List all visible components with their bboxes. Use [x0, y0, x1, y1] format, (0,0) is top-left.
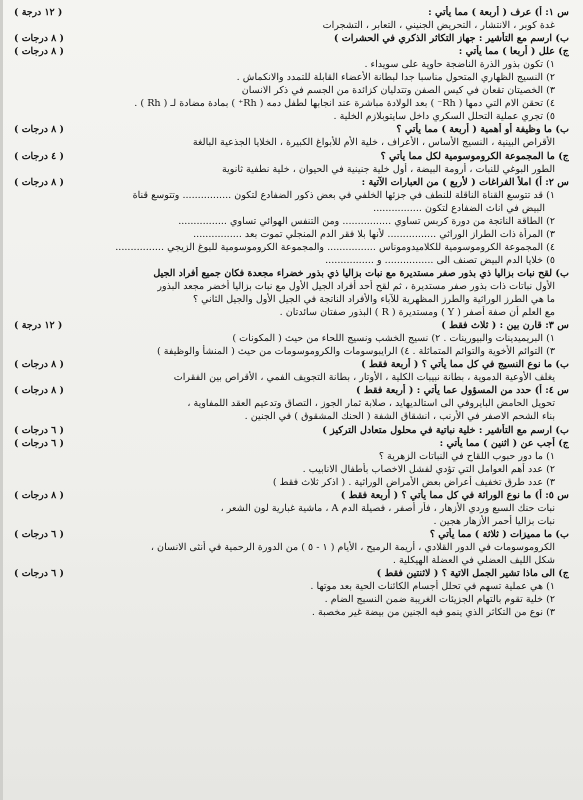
- line-text: ٢) الطاقة الناتجة من دورة كربس تساوي ................ ومن التنفس الهوائي تساوي ................: [178, 215, 555, 227]
- line-text: ٥) خلايا الدم البيض تصنف الى ................ و ................: [325, 254, 555, 266]
- text-line: [14, 332, 569, 345]
- line-text: نبات حنك السبع وردي الأزهار ، فأر أصفر ، فصيلة الدم A ، ماشية غبارية لون الشعر ،: [220, 502, 555, 514]
- text-line: [14, 502, 569, 515]
- text-line: [14, 554, 569, 567]
- line-text: س ٤: أ) حدد من المسؤول عما يأتي : ( أربعة فقط ): [356, 385, 569, 397]
- line-text: ١) قد تتوسع القناة الناقلة للنطف في جزئها الخلفي في بعض ذكور الضفادع لتكون ................ وتتوسع قناة: [132, 189, 555, 201]
- text-line: [14, 606, 569, 619]
- text-line: [14, 463, 569, 476]
- line-text: ١) هي عملية تسهم في تحلل أجسام الكائنات الحية بعد موتها .: [310, 581, 555, 593]
- line-text: شكل الليف العضلي في العضلة الهيكلية .: [392, 554, 555, 566]
- question-line: [14, 6, 569, 19]
- marks-label: ( ٦ درجات ): [14, 437, 64, 449]
- line-text: الأول نباتات ذات بذور صفر مستديرة ، ثم لقح أحد أفراد الجيل الأول مع نبات بزاليا أخضر مجعد البذور: [157, 280, 555, 292]
- line-text: ما هي الطرز الوراثية والطرز المظهرية للآباء والأفراد الناتجة في الجيل الأول والجيل الثاني ؟: [192, 294, 555, 306]
- line-text: ٥) تجري عملية التحلل السكري داخل سايتوبلازم الخلية .: [333, 111, 555, 123]
- marks-label: ( ٨ درجات ): [14, 124, 64, 136]
- line-text: ٣) التوائم الأخوية والتوائم المتماثلة . ٤) الرايبوسومات والكروموسومات من حيث ( المنشأ والوظيفة ): [156, 346, 555, 358]
- line-text: ج) ما المجموعة الكروموسومية لكل مما يأتي ؟: [380, 150, 569, 162]
- line-text: ب) لقح نبات بزاليا ذي بذور صفر مستديرة مع نبات بزاليا ذي بذور خضراء مجعدة فكان جميع أفراد الجيل: [153, 267, 569, 279]
- line-text: مع العلم أن صفة أصفر ( Y ) ومستديرة ( R ) البذور صفتان سائدتان .: [279, 307, 555, 319]
- marks-label: ( ٨ درجات ): [14, 359, 64, 371]
- line-text: ١) ما دور حبوب اللقاح في النباتات الزهرية ؟: [378, 450, 555, 462]
- line-text: ١) تكون بذور الذرة الناضجة حاوية على سويداء .: [364, 59, 555, 71]
- text-line: [14, 541, 569, 554]
- line-text: ب) ما نوع النسيج في كل مما يأتي ؟ ( أربعة فقط ): [361, 359, 569, 371]
- line-text: البيض في اناث الضفادع لتكون ................: [373, 202, 545, 214]
- line-text: الأقراص البينية ، النسيج الأساس ، الأعراف ، خلية الأم للأبواغ الكبيرة ، الخلايا الجذعية البالغة: [192, 137, 555, 149]
- line-text: ب) ما مميزات ( ثلاثة ) مما يأتي ؟: [429, 528, 569, 540]
- question-line: [14, 319, 569, 332]
- text-line: [14, 241, 569, 254]
- line-text: ب) ارسم مع التأشير : جهاز التكاثر الذكري في الحشرات ): [333, 33, 569, 45]
- question-line: [14, 32, 569, 45]
- text-line: [14, 593, 569, 606]
- marks-label: ( ٦ درجات ): [14, 568, 64, 580]
- text-line: [14, 84, 569, 97]
- text-line: [14, 163, 569, 176]
- text-line: [14, 202, 569, 215]
- text-line: [14, 215, 569, 228]
- text-line: [14, 293, 569, 306]
- text-line: [14, 345, 569, 358]
- text-line: [14, 515, 569, 528]
- question-line: [14, 437, 569, 450]
- exam-sheet: [6, 6, 577, 800]
- text-line: [14, 306, 569, 319]
- text-line: [14, 267, 569, 280]
- line-text: تحويل الحامض البايروفي الى استالديهايد ، صلابة ثمار الجوز ، التصاق وتدعيم العقد اللمفاوية ،: [187, 398, 555, 410]
- line-text: ج) الى ماذا تشير الجمل الاتية ؟ ( لاثنتين فقط ): [376, 568, 569, 580]
- marks-label: ( ٨ درجات ): [14, 385, 64, 397]
- line-text: س ١: أ) عرف ( أربعة ) مما يأتي :: [428, 7, 569, 18]
- marks-label: ( ٨ درجات ): [14, 489, 64, 501]
- line-text: الكروموسومات في الدور القلادي ، أريمة الرميح ، الأيام ( ١ - ٥ ) من الدورة الرحمية في أنثى الانسان ،: [150, 541, 555, 553]
- marks-label: ( ٦ درجات ): [14, 424, 64, 436]
- text-line: [14, 97, 569, 110]
- line-text: ٢) النسيج الظهاري المتحول مناسبا جدا لبطانة الأعضاء القابلة للتمدد والانكماش .: [236, 72, 555, 84]
- text-line: [14, 19, 569, 32]
- line-text: ب) ما وظيفة أو أهمية ( أربعة ) مما يأتي ؟: [396, 124, 569, 136]
- line-text: ٣) نوع من التكاثر الذي ينمو فيه الجنين من بيضة غير مخصبة .: [311, 607, 555, 619]
- question-line: [14, 150, 569, 163]
- marks-label: ( ٨ درجات ): [14, 176, 64, 188]
- line-text: ج) علل ( أربعا ) مما يأتي :: [458, 46, 569, 58]
- line-text: س ٣: قارن بين : ( ثلاث فقط ): [441, 320, 569, 332]
- text-line: [14, 450, 569, 463]
- marks-label: ( ١٢ درجة ): [14, 7, 63, 18]
- question-line: [14, 358, 569, 371]
- line-text: بناء الشحم الاصفر في الأرنب ، انشقاق الشفة ( الحنك المشقوق ) في الجنين .: [244, 411, 555, 423]
- text-line: [14, 397, 569, 410]
- marks-label: ( ١٢ درجة ): [14, 320, 63, 332]
- marks-label: ( ٤ درجات ): [14, 150, 64, 162]
- line-text: س ٢: أ) املأ الفراغات ( لأربع ) من العبارات الآتية :: [361, 176, 569, 188]
- line-text: ٣) عدد طرق تخفيف أعراض بعض الأمراض الوراثية . ( اذكر ثلاث فقط ): [272, 476, 555, 488]
- line-text: غدة كوبر ، الانتشار ، التحريض الجنيني ، التعابر ، التشجرات: [322, 20, 555, 32]
- text-line: [14, 476, 569, 489]
- question-line: [14, 123, 569, 136]
- question-line: [14, 424, 569, 437]
- line-text: ٣) الخصيتان تقعان في كيس الصفن وتتدليان كزائدة من الجسم في ذكر الانسان: [241, 85, 555, 97]
- line-text: ٢) خلية تقوم بالتهام الجزيئات الغريبة ضمن النسيج الضام .: [324, 594, 555, 606]
- line-text: ٤) تحقن الام التي دمها ( Rh⁻ ) بعد الولادة مباشرة عند انجابها لطفل دمه ( Rh⁺ ) بمادة مضادة لـ ( Rh ) .: [134, 98, 555, 110]
- line-text: ٤) المجموعة الكروموسومية للكلاميدوموناس ................ والمجموعة الكروموسومية للبوغ الزيجي ................: [115, 241, 555, 253]
- text-line: [14, 228, 569, 241]
- line-text: الطور البوغي للنبات ، أرومة البيضة ، أول خلية جنينية في الحيوان ، خلية نطفية ثانوية: [221, 163, 555, 175]
- line-text: ج) أجب عن ( اثنين ) مما يأتي :: [439, 437, 569, 449]
- text-line: [14, 280, 569, 293]
- question-line: [14, 176, 569, 189]
- marks-label: ( ٦ درجات ): [14, 528, 64, 540]
- line-text: نبات بزاليا أحمر الأزهار هجين .: [433, 515, 555, 527]
- question-line: [14, 528, 569, 541]
- line-text: ٣) المرأة ذات الطراز الوراثي ................ لأنها بلا فقر الدم المنجلي تموت بعد ................: [193, 228, 555, 240]
- text-line: [14, 136, 569, 149]
- line-text: ١) البريميدينات والبيورينات . ٢) نسيج الخشب ونسيج اللحاء من حيث ( المكونات ): [232, 333, 555, 345]
- marks-label: ( ٨ درجات ): [14, 33, 64, 45]
- line-text: ٢) عدد أهم العوامل التي تؤدي لفشل الاخصاب بأطفال الانابيب .: [302, 463, 555, 475]
- marks-label: ( ٨ درجات ): [14, 46, 64, 58]
- line-text: يغلف الأوعية الدموية ، بطانة نبيبات الكلية ، الأوتار ، بطانة التجويف الفمي ، الأقراص بين الفقرات: [173, 372, 555, 384]
- question-line: [14, 489, 569, 502]
- text-line: [14, 371, 569, 384]
- text-line: [14, 254, 569, 267]
- question-line: [14, 384, 569, 397]
- line-text: ب) ارسم مع التأشير : خلية نباتية في محلول متعادل التركيز ): [322, 424, 569, 436]
- text-line: [14, 189, 569, 202]
- question-line: [14, 567, 569, 580]
- page-edge-shadow: [0, 0, 3, 800]
- text-line: [14, 410, 569, 423]
- text-line: [14, 71, 569, 84]
- question-line: [14, 45, 569, 58]
- text-line: [14, 58, 569, 71]
- text-line: [14, 110, 569, 123]
- line-text: س ٥: أ) ما نوع الوراثة في كل مما يأتي ؟ ( أربعة فقط ): [340, 489, 569, 501]
- text-line: [14, 580, 569, 593]
